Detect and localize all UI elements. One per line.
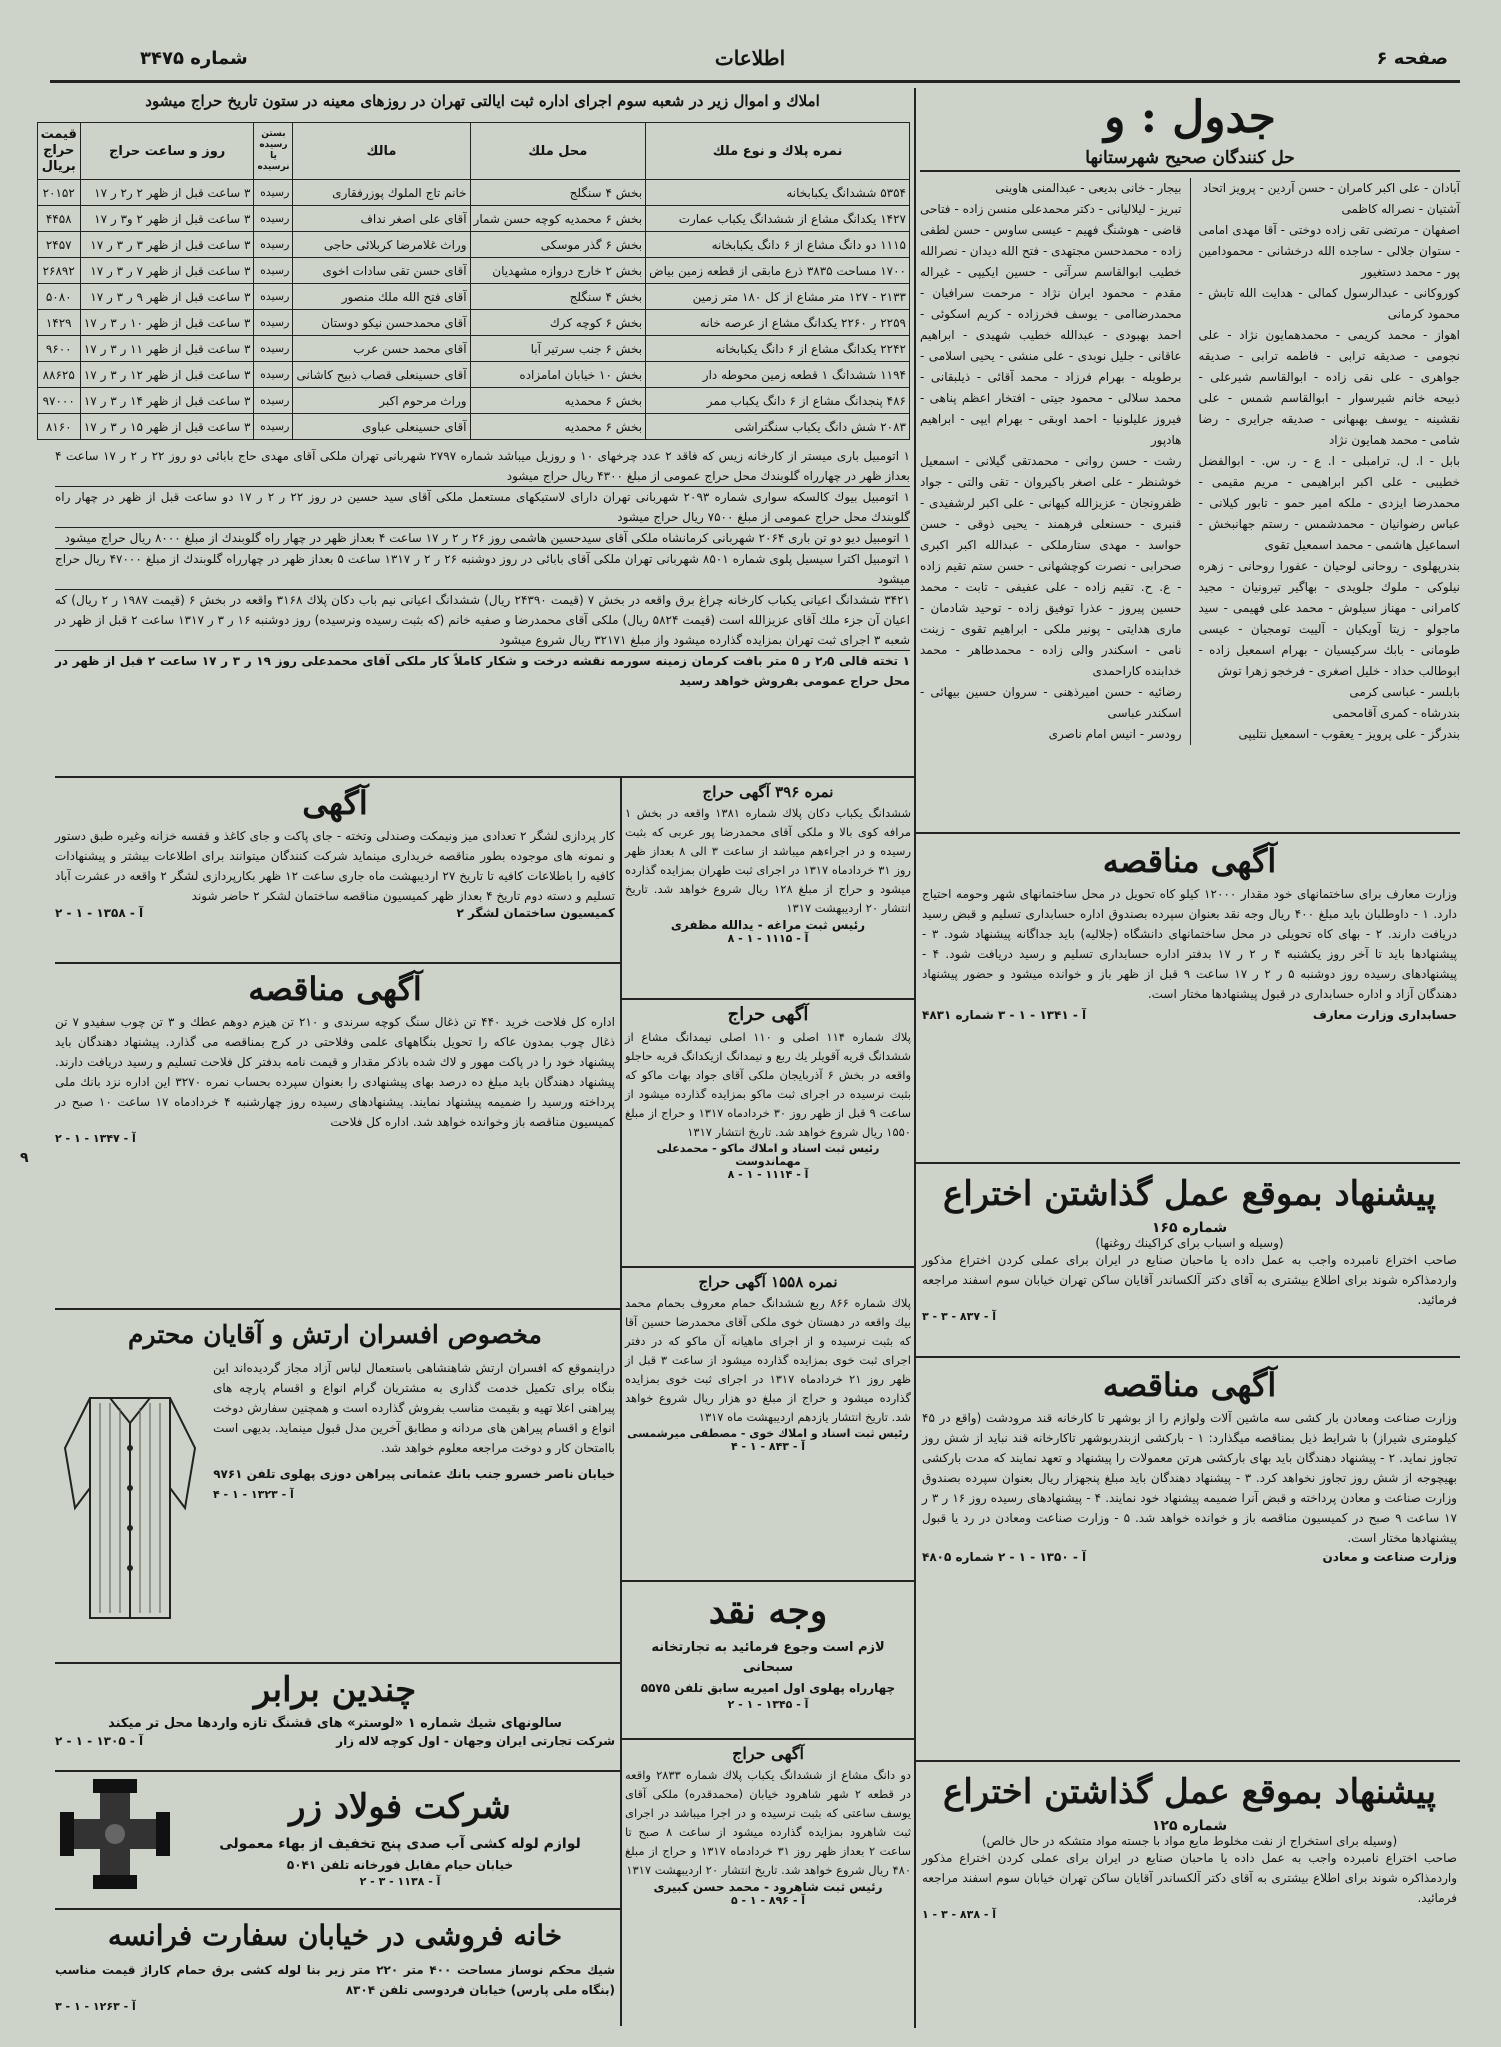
military-ad-footer: آ - ۱۳۲۳ - ۱ - ۴: [213, 1488, 294, 1501]
masthead-rule: [50, 80, 1460, 83]
cell-date: ۳ ساعت قبل از ظهر ۱۲ ر ۳ ر ۱۷: [80, 362, 254, 388]
house-sale-title: خانه فروشى در خيابان سفارت فرانسه: [107, 1919, 563, 1952]
col-registered: بستن رسيده يا نرسيده: [254, 123, 293, 180]
auction-notes: [55, 446, 910, 691]
city-entry: اصفهان - مرتضى تقى زاده دوختى - آقا مهدى امامى - ستوان جلالى - ساجده الله درخشانى - محمودامين پور - محمد دستغيور: [1198, 223, 1460, 279]
cell-date: ۳ ساعت قبل از ظهر ۱۴ ر ۳ ر ۱۷: [80, 388, 254, 414]
cell-owner: آقاى حسينعلى عباوى: [293, 414, 470, 440]
monaqese-falat: [55, 966, 615, 1304]
ikhtira-165-body: صاحب اختراع نامبرده واجب به عمل داده يا ماحبان صنايع در ايران براى عملى كردن اختراع مذكور واردمذاكره شوند براى اطلاع بيشترى به آقاى دكتر آلكساندر آقايان ساكن تهران خيابان سوم اسفند مراجعه فرمائيد.: [922, 1253, 1457, 1307]
ikhtira-165-title: پيشنهاد بموقع عمل گذاشتن اختراع: [943, 1174, 1436, 1214]
cell-owner: آقاى محمدحسن نيكو دوستان: [293, 310, 470, 336]
cell-plak: ۴۸۶ پنجدانگ مشاع از ۶ دانگ يكباب ممر: [646, 388, 910, 414]
haraj-114-body: پلاك شماره ۱۱۴ اصلى و ۱۱۰ اصلى نيمدانگ مشاع از ششدانگ قريه آقويلر يك ربع و نيمدانگ ازيكدانگ قريه حاجلو واقعه در بخش ۶ آذربايجان ملكى آقاى جواد بهات ماكو كه بثبت نرسيده در اجراى ثبت ماكو بمزايده گذارده ميشود از ساعت ۹ قبل از ظهر روز ۳۰ خردادماه ۱۳۱۷ و حراج از مبلغ ۱۵۵۰ ريال شروع خواهد شد. تاريخ انتشار ۱۳۱۷: [625, 1030, 911, 1139]
vajh-naqd-footer: آ - ۱۳۴۵ - ۱ - ۲: [727, 1698, 809, 1711]
cell-price: ۵۰۸۰: [37, 284, 80, 310]
haraj-114-footer: آ - ۱۱۱۴ - ۱ - ۸: [727, 1168, 809, 1181]
monaqese-bushehr-sign: وزارت صناعت و معادن: [1322, 1550, 1457, 1564]
foolad-zar-address: خيابان حيام مقابل فورخانه تلفن ۵۰۴۱: [286, 1857, 514, 1872]
auction-note: ۱ اتومبيل ديو دو تن بارى ۲۰۶۴ شهربانى كرمانشاه ملكى آقاى سيدحسين هاشمى روز ۲۶ ر ۲ ر ۱۷ ساعت ۴ بعداز ظهر در چهار راه گلوبندك از مبلغ ۸۰۰۰ ريال حراج ميشود: [55, 528, 910, 549]
auction-note: ۱ اتومبيل بيوك كالسكه سوارى شماره ۲۰۹۳ شهربانى تهران داراى لاستيكهاى مستعمل ملكى آقاى سيد حسين در روز ۲۲ ر ۲ ر ۱۷ دو ساعت قبل از ظهر در چهار راه گلوبندك محل حراج عمومى از مبلغ ۷۵۰۰ ريال حراج ميشود: [55, 487, 910, 528]
cell-owner: وراث غلامرضا كربلائى حاجى: [293, 232, 470, 258]
cell-owner: خانم تاج الملوك پوزرفقارى: [293, 180, 470, 206]
haraj-396-sign: رئيس ثبت مراغه - يدالله مظفرى: [670, 918, 866, 932]
cell-date: ۳ ساعت قبل از ظهر ۱۱ ر ۳ ر ۱۷: [80, 336, 254, 362]
cell-registered: رسيده: [254, 336, 293, 362]
pipe-fitting-illustration: [55, 1774, 175, 1894]
foolad-zar: [55, 1774, 615, 1904]
jadval-block: [920, 90, 1460, 830]
rule: [55, 1308, 621, 1310]
agahi-lashkar-sign: كميسيون ساختمان لشگر ۲: [456, 906, 615, 920]
haraj-396: [625, 780, 911, 995]
foolad-zar-title: شركت فولاد زر: [289, 1786, 511, 1827]
military-ad-body-wrap: [213, 1358, 615, 1628]
city-entry: آبادان - على اكبر كامران - حسن آردين - پرويز اتحاد: [1202, 181, 1460, 195]
cell-plak: ۲۱۳۳ - ۱۲۷ متر مشاع از كل ۱۸۰ متر زمين: [646, 284, 910, 310]
haraj-114-title: آگهى حراج: [727, 1004, 809, 1025]
cell-plak: ۱۱۹۴ ششدانگ ۱ قطعه زمين محوطه دار: [646, 362, 910, 388]
table-row: [37, 388, 909, 414]
cell-registered: رسيده: [254, 232, 293, 258]
rule: [915, 1162, 1460, 1164]
monaqese-sakhteman-sign: حسابدارى وزارت معارف: [1312, 1008, 1457, 1022]
haraj-2833: [625, 1742, 911, 2027]
table-row: [37, 258, 909, 284]
haraj-396-footer: آ - ۱۱۱۵ - ۱ - ۸: [727, 932, 809, 945]
cell-registered: رسيده: [254, 180, 293, 206]
ikhtira-125-title: پيشنهاد بموقع عمل گذاشتن اختراع: [943, 1772, 1436, 1812]
rule: [622, 1266, 914, 1268]
cell-owner: آقاى فتح الله ملك منصور: [293, 284, 470, 310]
vajh-naqd-title: وجه نقد: [708, 1590, 828, 1632]
haraj-2833-footer: آ - ۸۹۶ - ۱ - ۵: [730, 1894, 806, 1907]
city-entry: رضائيه - حسن اميرذهنى - سروان حسين بيهائى - اسكندر عباسى: [920, 685, 1182, 720]
haraj-1558-body: پلاك شماره ۸۶۶ ربع ششدانگ حمام معروف بحمام محمد بيك واقعه در دهستان خوى ملكى آقاى محمدرضا حسين آقا كه بثبت نرسيده و از اجراى ماهيانه آن ماكو كه در دفتر اجراى ثبت خوى بمزايده گذارده ميشود از ساعت ۳ قبل از ظهر روز ۲۱ خردادماه ۱۳۱۷ در اجراى ثبت خوى بمزايده گذارده ميشود و حراج از مبلغ دو هزار ريال شروع خواهد شد. تاريخ انتشار يازدهم ارديبهشت ماه ۱۳۱۷: [625, 1296, 911, 1424]
cell-date: ۳ ساعت قبل از ظهر ۲ ر۲ ر ۱۷: [80, 180, 254, 206]
monaqese-bushehr: [922, 1362, 1457, 1757]
auction-note: ۱ اتومبيل اكترا سيسيل پلوى شماره ۸۵۰۱ شهربانى تهران ملكى آقاى بابائى در روز دوشنبه ۲۶ ر ۲ ر ۱۳۱۷ ساعت ۵ بعداز ظهر در چهارراه گلوبندك از مبلغ ۴۷۰۰۰ ريال حراج ميشود: [55, 549, 910, 590]
cell-plak: ۲۲۴۲ يكدانگ مشاع از ۶ دانگ يكبابخانه: [646, 336, 910, 362]
monaqese-sakhteman-body: وزارت معارف براى ساختمانهاى خود مقدار ۱۲۰۰۰ كيلو كاه تحويل در محل ساختمانهاى شهر وحومه احتياج دارد. ۱ - داوطلبان بايد مبلغ ۴۰۰ ريال وجه نقد بعنوان سپرده بصندوق اداره حسابدارى تسليم و قبض رسيد دريافت دارند. ۲ - بهاى كاه تحويلى در محل ساختمانهاى دانشگاه (جلاليه) بايد جداگانه پيشنهاد شود. ۳ - پيشنهادها بايد تا آخر روز يكشنبه ۴ ر ۲ ر ۱۷ بدفتر اداره حسابدارى تسليم و رسيد دريافت شود. ۴ - پيشنهادهاى رسيده روز دوشنبه ۵ ر ۲ ر ۱۷ ساعت ۹ قبل از ظهر باز و خوانده ميشود و حضور پيشنهاد دهندگان آزاد و اداره حسابدارى در قبول پيشنهادها مختار است.: [922, 887, 1457, 1001]
house-sale: [55, 1912, 615, 2027]
masthead: [40, 44, 1460, 74]
cell-plak: ۵۳۵۴ ششدانگ يكبابخانه: [646, 180, 910, 206]
city-entry: بابل - ا. ل. ترامبلى - ا. ع - ر. س. - ابوالفضل خطيبى - على اكبر ابراهيمى - مريم مقيمى - محمدرضا ايزدى - ملكه امير حمو - تابور كيلانى - عباس رضوانيان - محمدشمس - رستم جهانبخش - اسماعيل هاشمى - محمد اسمعيل تقوى: [1198, 454, 1460, 552]
cell-location: بخش ۲ خارج دروازه مشهديان: [470, 258, 646, 284]
cell-price: ۲۶۸۹۲: [37, 258, 80, 284]
vajh-naqd-body: لازم است وجوع فرمائيد به تجارتخانه سبحانى: [651, 1640, 885, 1675]
cell-location: بخش ۶ كوچه كرك: [470, 310, 646, 336]
ikhtira-165-number: شماره ۱۶۵: [1151, 1220, 1228, 1236]
military-ad-title: مخصوص افسران ارتش و آقايان محترم: [128, 1320, 542, 1349]
ikhtira-125-footer: آ - ۸۳۸ - ۳ - ۱: [922, 1908, 997, 1921]
haraj-396-title: نمره ۳۹۶ آگهى حراج: [702, 783, 834, 801]
cell-date: ۳ ساعت قبل از ظهر ۱۰ ر ۳ ر ۱۷: [80, 310, 254, 336]
monaqese-bushehr-title: آگهى مناقصه: [1102, 1366, 1277, 1404]
col-owner: مالك: [293, 123, 470, 180]
agahi-lashkar-title: آگهى: [302, 784, 368, 822]
cell-plak: ۱۱۱۵ دو دانگ مشاع از ۶ دانگ يكبابخانه: [646, 232, 910, 258]
ikhtira-125-body: صاحب اختراع نامبرده واجب به عمل داده يا ماحبان صنايع در ايران براى عملى كردن اختراع مذكور واردمذاكره شوند براى اطلاع بيشترى به آقاى دكتر آلكساندر آقايان ساكن تهران خيابان سوم اسفند مراجعه فرمائيد.: [922, 1851, 1457, 1905]
cell-price: ۹۷۰۰۰: [37, 388, 80, 414]
chandin-barabar-title: چندين برابر: [253, 1670, 417, 1710]
chandin-barabar-body: سالونهاى شيك شماره ۱ «لوستر» هاى قشنگ تازه واردها محل تر ميكند: [108, 1716, 562, 1731]
rule: [622, 998, 914, 1000]
haraj-1558: [625, 1270, 911, 1575]
cell-price: ۸۱۶۰: [37, 414, 80, 440]
cell-date: ۳ ساعت قبل از ظهر ۲ و۳ ر ۱۷: [80, 206, 254, 232]
city-entry: بندرشاه - كمرى آقامحمى: [1332, 706, 1460, 720]
column-rule-main: [914, 88, 916, 2028]
auction-note: ۱ تخته قالى ۲٫۵ ر ۵ متر بافت كرمان زمينه سورمه نقشه درخت و شكار كاملاً كار ملكى آقاى محمدعلى روز ۱۹ ر ۳ ر ۱۷ ساعت ۲ قبل از ظهر در محل حراج عمومى بفروش خواهد رسيد: [55, 654, 910, 688]
cell-location: بخش ۶ محمديه كوچه حسن شمار: [470, 206, 646, 232]
agahi-lashkar-footer-row: [55, 906, 615, 920]
side-mark: ۹: [20, 1150, 29, 1166]
cell-registered: رسيده: [254, 310, 293, 336]
city-entry: بندرپهلوى - روحانى لوحيان - عفورا روحانى - زهره نيلوكى - ملوك جلويدى - بهاگير تيرونيان - مجيد كامرانى - مهناز سيلوش - محمد على فهيمى - سيد ماجولو - زيتا آويكيان - آلييت تومجيان - عيسى طومانى - بابك سركيسيان - بهرام اسمعيل زاده - ابوطالب حداد - خليل اصغرى - فرخجو زهرا توش: [1198, 559, 1460, 678]
table-row: [37, 284, 909, 310]
jadval-subtitle: حل كنندگان صحيح شهرستانها: [920, 146, 1460, 172]
chandin-barabar-footer: آ - ۱۳۰۵ - ۱ - ۲: [55, 1734, 144, 1748]
city-entry: آشتيان - نصراله كاظمى: [1341, 202, 1460, 216]
table-row: [37, 180, 909, 206]
city-entry: رودسر - انيس امام ناصرى: [1048, 727, 1182, 741]
ikhtira-165-subject: (وسيله و اسباب براى كراكينك روغنها): [1095, 1236, 1284, 1250]
city-entry: تبريز - ليلاليانى - دكتر محمدعلى منسن زاده - فتاحى قاضى - هوشنگ فهيم - عيسى ساوس - حسن لطفى زاده - محمدحسن مجتهدى - فتح الله ديدان - نصرالله خطيب ابوالقاسم سرآتى - حسين ايكيپى - غيراله مقدم - محمود ايران نژاد - مرحمت سرافيان - محمدرضاامى - يوسف فخرزاده - كريم اسكوئى - احمد بهبودى - عبدالله خطيب شهيدى - ابراهيم عاقانى - جليل نوبدى - على منشى - يحيى اسلامى - برطويله - بهرام فرزاد - محمد آقائى - ذيلبقانى - محمد سلالى - محمود جيتى - افتخار اعظم پناهى - فيروز عليلونيا - احمد اوبقى - بهرام ايپى - ابراهيم هادپور: [920, 202, 1182, 447]
rule: [55, 1662, 621, 1664]
rule: [915, 1760, 1460, 1762]
chandin-barabar-sub: شركت تجارتى ايران وجهان - اول كوچه لاله زار: [336, 1734, 615, 1748]
haraj-396-body: ششدانگ يكباب دكان پلاك شماره ۱۳۸۱ واقعه در بخش ۱ مرافه كوى بالا و ملكى آقاى محمدرضا پور عربى كه بثبت رسيده و در اجراءهم ميباشد از ساعت ۳ الى ۸ بعداز ظهر روز ۳۱ خردادماه ۱۳۱۷ در اجراى ثبت طهران بمزايده گذارده ميشود و حراج از مبلغ ۱۲۸ ريال شروع خواهد شد. تاريخ انتشار ۲۰ ارديبهشت ۱۳۱۷: [625, 806, 911, 915]
issue-label: شماره ۳۴۷۵: [140, 48, 248, 69]
agahi-lashkar-footer: آ - ۱۳۵۸ - ۱ - ۲: [55, 906, 144, 920]
monaqese-falat-title: آگهى مناقصه: [248, 970, 422, 1008]
cell-location: بخش ۶ محمديه: [470, 414, 646, 440]
cell-plak: ۲۰۸۳ شش دانگ يكباب سنگتراشى: [646, 414, 910, 440]
city-entry: بيجار - خانى بديعى - عبدالمنى هاوينى: [995, 181, 1182, 195]
house-sale-footer: آ - ۱۲۶۳ - ۱ - ۳: [55, 2000, 136, 2013]
auction-note: ۱ اتومبيل بارى ميستر از كارخانه زيس كه فاقد ۲ عدد چرخهاى ۱۰ و روزيل ميباشد شماره ۲۷۹۷ شهربانى تهران ملكى آقاى مهدى حاج بابائى دو روز ۲۲ ر ۲ ر ۱۷ ساعت ۴ بعداز ظهر در چهارراه گلوبندك محل حراج عمومى از مبلغ ۴۳۰۰ ريال حراج ميشود: [55, 446, 910, 487]
cell-location: بخش ۶ جنب سرتير آبا: [470, 336, 646, 362]
agahi-lashkar-body: كار پردازى لشگر ۲ تعدادى ميز ونيمكت وصندلى وتخته - جاى پاكت و جاى كاغذ و قفسه خزانه وغيره طبق دستور و نمونه هاى موجوده بطور مناقصه خريدارى مينمايد شركت كنندگان ميتوانند براى اطلاعات بيشتر و پيشنهادات كافيه را باطلاعات كافيه تا تاريخ ۲۷ ارديبهشت ماه جارى ساعت ۱۲ ظهر بكارپردازى لشگر ۲ واقعه در عشرت آباد تسليم و دسته دوم تاريخ ۴ بعداز ظهر كميسيون مناقصه ساختمان لشكر ۲ حاضر شوند: [55, 829, 616, 903]
col-plak: نمره پلاك و نوع ملك: [646, 123, 910, 180]
page-label: صفحه ۶: [1376, 48, 1448, 69]
foolad-zar-footer: آ - ۱۱۳۸ - ۳ - ۲: [359, 1874, 441, 1888]
haraj-1558-sign: رئيس ثبت اسناد و املاك خوى - مصطفى ميرشمسى: [627, 1427, 909, 1440]
table-row: [37, 206, 909, 232]
rule: [55, 1770, 621, 1772]
monaqese-falat-footer: آ - ۱۳۴۷ - ۱ - ۲: [55, 1132, 136, 1145]
cell-date: ۳ ساعت قبل از ظهر ۳ ر ۳ ر ۱۷: [80, 232, 254, 258]
auction-title: املاك و اموال زير در شعبه سوم اجراى اداره ثبت ايالتى تهران در روزهاى معينه در ستون تاريخ حراج ميشود: [145, 92, 820, 110]
haraj-2833-body: دو دانگ مشاع از ششدانگ يكباب پلاك شماره ۲۸۳۳ واقعه در قطعه ۲ شهر شاهرود خيابان (محمدقدره) ملكى آقاى يوسف ساعتى كه بثبت نرسيده و در اجرا ميباشد در اجراى ثبت شاهرود بمزايده گذارده ميشود از ساعت ۸ صبح تا ساعت ۲ بعداز ظهر روز ۳۱ خردادماه ۱۳۱۷ و حراج از مبلغ ۴۸۰ ريال شروع خواهد شد. تاريخ انتشار ۲۰ ارديبهشت ۱۳۱۷: [625, 1768, 911, 1877]
table-row: [37, 362, 909, 388]
cell-date: ۳ ساعت قبل از ظهر ۹ ر ۳ ر ۱۷: [80, 284, 254, 310]
military-ad-body: دراينموقع كه افسران ارتش شاهنشاهى باستعمال لباس آزاد مجاز گرديده‌اند اين بنگاه براى تكميل خدمت گذارى به مشتريان گرام انواع و اقسام پارچه هاى پيراهنى اعلا تهيه و بقيمت مناسب بفروش گذارده است و همچنين سفارش دوخت انواع و اقسام پيراهن هاى مردانه و مطابق آخرين مدل قبول مينمايد. بديهى است باامتحان كار و دوخت مراجعه معلوم خواهد شد.: [213, 1361, 615, 1455]
cell-registered: رسيده: [254, 362, 293, 388]
cell-price: ۲۰۱۵۲: [37, 180, 80, 206]
monaqese-bushehr-body: وزارت صناعت ومعادن بار كشى سه ماشين آلات ولوازم را از بوشهر تا كارخانه قند مرودشت (واقع در ۴۵ كيلومترى شيراز) با شرايط ذيل بمناقصه ميگذارد: ۱ - باركشى ازبندربوشهر تاكارخانه قند نبايد از شش روز تجاوز نمايد. ۲ - پيشنهاد دهندگان بايد بهاى باركشى هرتن معمولات را پيشنهاد و تعهد نمايند كه مدت باركشى بهيچوجه از شش روز تجاوز نخواهد كرد. ۳ - پيشنهاد دهندگان بايد مبلغ پنجهزار ريال بعنوان سپرده بصندوق وزارت صناعت و معادن پرداخته و قبض آنرا ضميمه پيشنهاد خود نمايند. ۴ - پيشنهادهاى رسيده روز ۱۶ ر ۳ ر ۱۷ ساعت ۹ صبح در كميسيون مناقصه باز و خوانده خواهد شد. ۵ - وزارت صناعت ومعادن در رد يا قبول پيشنهادها مختار است.: [922, 1411, 1457, 1545]
cell-price: ۲۴۵۷: [37, 232, 80, 258]
cell-owner: آقاى محمد حسن عرب: [293, 336, 470, 362]
agahi-lashkar: [55, 780, 615, 958]
haraj-1558-footer: آ - ۸۴۳ - ۱ - ۴: [730, 1440, 806, 1453]
ikhtira-125: [922, 1766, 1457, 2026]
haraj-114-sign: رئيس ثبت اسناد و املاك ماكو - محمدعلى مهماندوست: [656, 1142, 880, 1168]
col-location: محل ملك: [470, 123, 646, 180]
table-row: [37, 336, 909, 362]
chandin-barabar: [55, 1666, 615, 1766]
cell-registered: رسيده: [254, 258, 293, 284]
monaqese-falat-body: اداره كل فلاحت خريد ۴۴۰ تن ذغال سنگ كوچه سرندى و ۲۱۰ تن هيزم دوهم عطك و ۳ تن چوب سفيدو ۷ تن ذغال چوب بمدون عاكه را تحويل بنگاههاى علمى وفلاحتى در كرج بمناقصه مى گذارد. پيشنهاد دهندگان بايد پيشنهاد خود را در پاكت مهور و لاك شده باذكر مقدار و قيمت نامه بدفتر كل فلاحت تسليم و رسيد دريافت دارند. پيشنهاد دهندگان بايد مبلغ ده درصد بهاى پيشنهادى را بعنوان سپرده بحساب نمره ۳۲۷۰ اين اداره نزد بانك ملى پرداخته ورسيد را ضميمه پيشنهاد نمايند. پيشنهادهاى رسيده روز چهارشنبه ۴ خردادماه ۱۷ ساعت ۱۰ صبح در كميسيون مناقصه باز وخوانده خواهد شد. اداره كل فلاحت: [55, 1015, 615, 1129]
jadval-col-left: [920, 178, 1182, 745]
col-price: قيمت حراج بريال: [37, 123, 80, 180]
table-row: [37, 414, 909, 440]
cell-owner: آقاى حسينعلى قصاب ذبيح كاشانى: [293, 362, 470, 388]
cell-owner: آقاى حسن تقى سادات اخوى: [293, 258, 470, 284]
city-entry: رشت - حسن روانى - محمدتقى گيلانى - اسمعيل خوشنظر - على اصغر باكيروان - تقى والتى - جواد ظفرونجان - عزيزالله كيهانى - على اكبر لرشفيدى - قنبرى - حسنعلى فرهمند - يحيى ذوقى - حسن حواسد - مهدى ستارملكى - عبدالله اكبر اكبرى صحرابى - نصرت كوچشهانى - حسن ستم تقيم زاده - ع. ح. تقيم زاده - على عفيفى - تابت - محمد حسين پيروز - عذرا توفيق زاده - توحيد شادمان - مارى هدايتى - پونير ملكى - ابراهيم تقوى - زينت نامى - اسكندر والى زاده - محمدطاهر - محمد خدابنده كاراحمدى: [920, 454, 1182, 678]
military-ad: [55, 1312, 615, 1658]
ikhtira-165: [922, 1168, 1457, 1353]
vajh-naqd: [625, 1584, 911, 1734]
chandin-barabar-footer-row: [55, 1734, 615, 1748]
cell-plak: ۱۴۲۷ يكدانگ مشاع از ششدانگ يكباب عمارت: [646, 206, 910, 232]
monaqese-sakhteman-footer: آ - ۱۳۴۱ - ۱ - ۳ شماره ۴۸۳۱: [922, 1008, 1087, 1022]
cell-location: بخش ۴ سنگلج: [470, 284, 646, 310]
cell-location: بخش ۶ محمديه: [470, 388, 646, 414]
monaqese-sakhteman: [922, 838, 1457, 1158]
paper-name: اطلاعات: [714, 46, 786, 70]
monaqese-sakhteman-title: آگهى مناقصه: [1102, 842, 1277, 880]
city-entry: بندرگز - على پرويز - يعقوب - اسمعيل نتليپى: [1238, 727, 1460, 741]
haraj-2833-title: آگهى حراج: [732, 1744, 804, 1763]
rule: [55, 1908, 621, 1910]
cell-date: ۳ ساعت قبل از ظهر ۱۵ ر ۳ ر ۱۷: [80, 414, 254, 440]
rule: [55, 962, 621, 964]
table-row: [37, 232, 909, 258]
col-date: روز و ساعت حراج: [80, 123, 254, 180]
jadval-columns: [920, 178, 1460, 745]
city-entry: بابلسر - عباسى كرمى: [1349, 685, 1460, 699]
rule: [915, 1356, 1460, 1358]
cell-date: ۳ ساعت قبل از ظهر ۷ ر ۳ ر ۱۷: [80, 258, 254, 284]
cell-owner: آقاى على اصغر نداف: [293, 206, 470, 232]
haraj-1558-title: نمره ۱۵۵۸ آگهى حراج: [698, 1273, 838, 1291]
city-entry: اهواز - محمد كريمى - محمدهمايون نژاد - على نجومى - صديقه ترابى - فاطمه ترابى - صديقه جواهرى - على نقى زاده - ابوالقاسم شيرعلى - ذبيحه خانم شيرسوار - ابوالقاسم شمس - على نقشينه - يوسف بهبهانى - صديقه جرايرى - رضا شامى - محمد همايون نژاد: [1198, 328, 1460, 447]
cell-price: ۱۴۲۹: [37, 310, 80, 336]
jadval-title: جدول : و: [1104, 92, 1276, 143]
cell-owner: وراث مرحوم اكبر: [293, 388, 470, 414]
auction-table-header: [37, 123, 909, 180]
ikhtira-165-footer: آ - ۸۳۷ - ۳ - ۳: [922, 1310, 997, 1323]
pipe-fitting-icon: [55, 1774, 175, 1894]
ikhtira-125-number: شماره ۱۲۵: [1151, 1818, 1228, 1834]
cell-price: ۸۸۶۲۵: [37, 362, 80, 388]
cell-price: ۴۴۵۸: [37, 206, 80, 232]
cell-registered: رسيده: [254, 414, 293, 440]
auction-bottom-rule: [55, 776, 915, 778]
cell-plak: ۱۷۰۰ مساحت ۳۸۳۵ ذرع مابقى از قطعه زمين بياض: [646, 258, 910, 284]
jadval-bottom-rule: [915, 832, 1460, 834]
cell-location: بخش ۶ گذر موسكى: [470, 232, 646, 258]
haraj-2833-sign: رئيس ثبت شاهرود - محمد حسن كبيرى: [653, 1880, 883, 1894]
ikhtira-125-subject: (وسيله براى استخراج از نفت مخلوط مايع مواد با جسته مواد متشكه در حال خالص): [981, 1834, 1398, 1848]
cell-plak: ۲۲۵۹ ر ۲۲۶۰ يكدانگ مشاع از عرصه خانه: [646, 310, 910, 336]
shirt-illustration: [55, 1358, 205, 1628]
auction-table: [37, 122, 910, 440]
house-sale-body: شيك محكم نوساز مساحت ۴۰۰ متر ۲۲۰ متر زير بنا لوله كشى برق حمام كاراژ قيمت مناسب (بنگاه ملى پارس) خيابان فردوسى تلفن ۸۳۰۴: [55, 1963, 615, 1997]
foolad-zar-body: لوازم لوله كشى آب صدى پنج تخفيف از بهاء معمولى: [219, 1835, 581, 1852]
rule: [622, 1580, 914, 1582]
cell-registered: رسيده: [254, 388, 293, 414]
vajh-naqd-address: چهارراه پهلوى اول اميريه سابق تلفن ۵۵۷۵: [640, 1681, 896, 1695]
cell-registered: رسيده: [254, 284, 293, 310]
city-entry: كوروكانى - عبدالرسول كمالى - هدايت الله تابش - محمود كرمانى: [1198, 286, 1460, 321]
jadval-col-right: [1199, 178, 1461, 745]
cell-price: ۹۶۰۰: [37, 336, 80, 362]
cell-registered: رسيده: [254, 206, 293, 232]
table-row: [37, 310, 909, 336]
monaqese-bushehr-footer-row: [922, 1550, 1457, 1564]
cell-location: بخش ۱۰ خيابان امامزاده: [470, 362, 646, 388]
monaqese-sakhteman-footer-row: [922, 1008, 1457, 1022]
shirt-icon: [55, 1358, 205, 1628]
monaqese-bushehr-footer: آ - ۱۳۵۰ - ۱ - ۲ شماره ۴۸۰۵: [922, 1550, 1087, 1564]
cell-location: بخش ۴ سنگلج: [470, 180, 646, 206]
auction-block: [40, 86, 910, 776]
auction-note: ۳۴۲۱ ششدانگ اعيانى يكباب كارخانه چراغ برق واقعه در بخش ۷ (قيمت ۲۴۳۹۰ ريال) ششدانگ اعيانى نيم باب دكان پلاك ۳۱۶۸ واقعه در بخش ۶ (قيمت ۱۹۸۷ ر ۲ ريال) كه اعيان آن جزء ملك آقاى عزيزالله است (قيمت ۵۸۲۴ ريال) ملكى آقاى محمدرضا و صفيه خانم (كه بثبت رسيده ونرسيده) روز دوشنبه ۱۶ ر ۳ ر ۱۳۱۷ ساعت ۲ قبل از ظهر در شعبه ۳ اجراى ثبت تهران بمزايده گذارده ميشود واز مبلغ ۳۲۱۷۱ ريال شروع ميشود: [55, 590, 910, 651]
military-ad-address: خيابان ناصر خسرو جنب بانك عثمانى پيراهن دوزى پهلوى تلفن ۹۷۶۱: [213, 1467, 615, 1481]
haraj-114: [625, 1002, 911, 1262]
rule: [622, 1738, 914, 1740]
